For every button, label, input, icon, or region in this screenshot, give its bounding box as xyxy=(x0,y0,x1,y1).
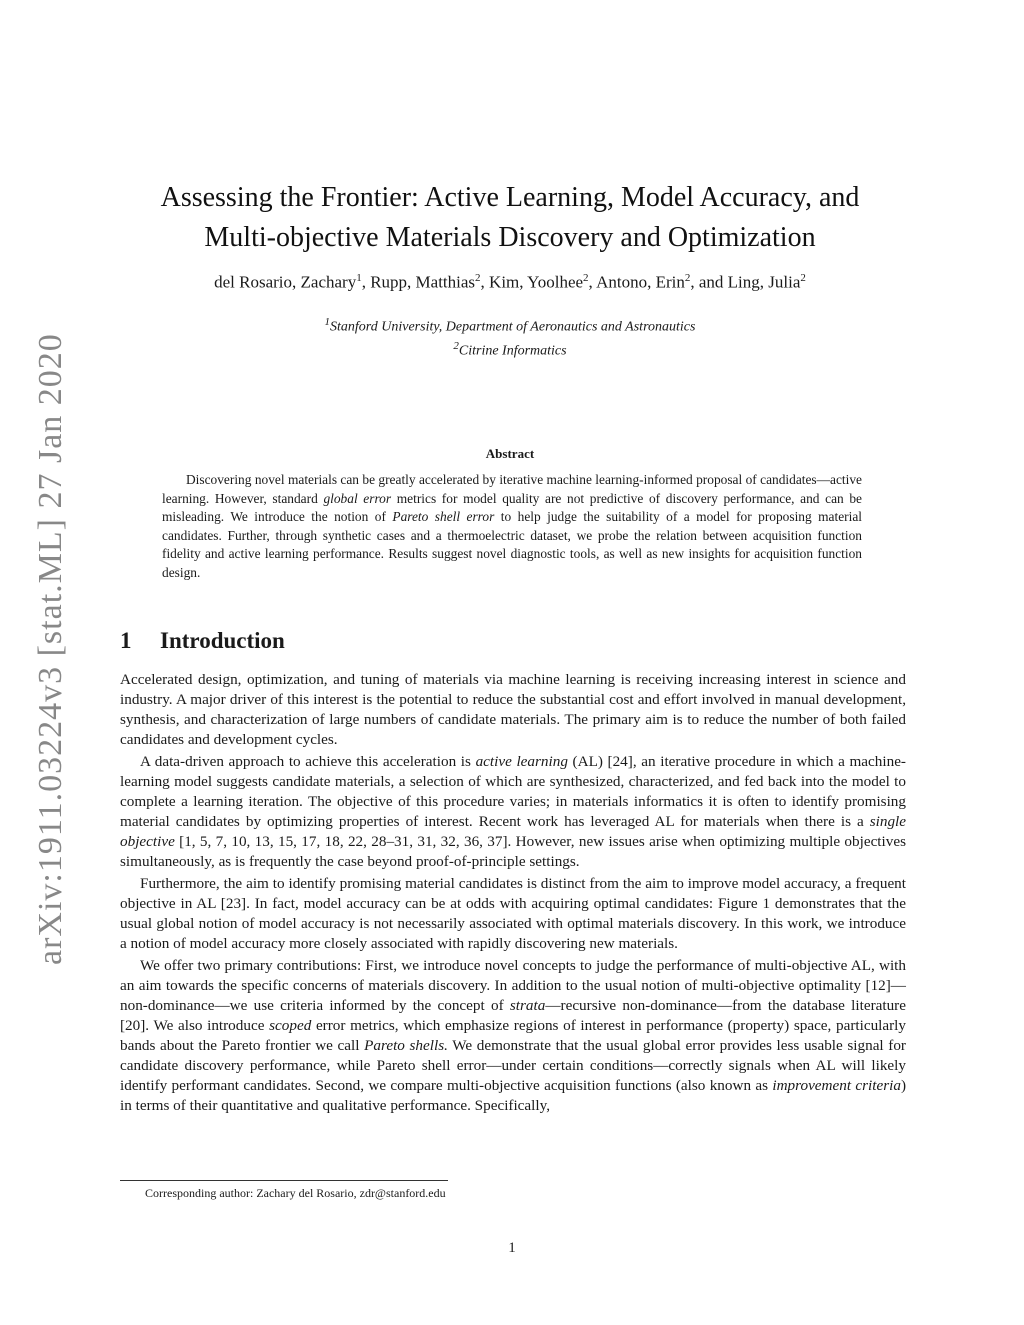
paragraph-text: —recursive non-dominance—from the database literature [20]. We also introduce xyxy=(120,997,906,1034)
abstract-heading: Abstract xyxy=(485,446,535,461)
affiliations xyxy=(110,313,910,360)
paragraph xyxy=(120,956,906,1116)
paragraph-text: A data-driven approach to achieve this acceleration is xyxy=(140,753,476,770)
paragraph-emphasis: scoped xyxy=(269,1017,312,1034)
author-separator: , xyxy=(480,272,490,292)
affiliation-mark: 1 xyxy=(324,316,331,328)
paragraph-text: We offer two primary contributions: First, we introduce novel concepts to judge the performance of multi-objective AL, with an aim towards the specific concerns of materials discovery. In addition to the usual notion of multi-objective optimality [12]—non-dominance—we use criteria informed by the concept of xyxy=(120,957,906,1014)
page-number: 1 xyxy=(508,1240,516,1256)
paragraph: Accelerated design, optimization, and tuning of materials via machine learning is receiving increasing interest in science and industry. A major driver of this interest is the potential to reduce the substantial cost and effort involved in manual development, synthesis, and characterization of large numbers of candidate materials. The primary aim is to reduce the number of both failed candidates and development cycles. xyxy=(120,671,906,748)
abstract-text: Discovering novel materials can be greatly accelerated by iterative machine learning-informed proposal of candidates—active learning. However, standard xyxy=(162,472,862,506)
paragraph-emphasis: active learning xyxy=(475,753,568,770)
author-name: Kim, Yoolhee xyxy=(489,272,584,292)
author-affiliation-mark: 2 xyxy=(583,272,589,284)
footnote: Corresponding author: Zachary del Rosario, zdr@stanford.edu xyxy=(145,1186,446,1200)
arxiv-id-text: arXiv:1911.03224v3 [stat.ML] 27 Jan 2020 xyxy=(32,333,69,965)
affiliation-mark: 2 xyxy=(453,339,459,352)
abstract-body xyxy=(162,471,862,583)
abstract-emphasis: global error xyxy=(323,490,392,506)
paragraph xyxy=(120,752,906,872)
section-body xyxy=(120,670,906,1118)
affiliation-1 xyxy=(110,313,910,337)
author-name: Antono, Erin xyxy=(596,272,685,292)
paragraph-text: [1, 5, 7, 10, 13, 15, 17, 18, 22, 28–31, 31, 32, 36, 37]. However, new issues arise when optimizing multiple objectives simultaneously, as is frequently the case beyond proof-of-principle settings. xyxy=(120,833,906,870)
paragraph-text: ) in terms of their quantitative and qualitative performance. Specifically, xyxy=(120,1077,907,1114)
affiliation-text: Stanford University, Department of Aeronautics and Astronautics xyxy=(330,319,696,335)
section-title: Introduction xyxy=(160,628,285,653)
paragraph-text: (AL) [24], an iterative procedure in which a machine-learning model suggests candidate materials, a selection of which are synthesized, characterized, and fed back into the model to complete a learning iteration. The objective of this procedure varies; in materials informatics it is often to identify promising material candidates by optimizing properties of interest. Recent work has leveraged AL for materials when there is a xyxy=(120,753,906,830)
author-separator: , xyxy=(361,272,371,292)
paragraph-emphasis: Pareto shells. xyxy=(364,1037,448,1054)
section-heading xyxy=(120,628,285,654)
abstract-emphasis: Pareto shell error xyxy=(392,509,495,525)
author-affiliation-mark: 2 xyxy=(800,272,806,284)
paragraph-emphasis: single objective xyxy=(120,813,906,850)
title-line-1: Assessing the Frontier: Active Learning, Model Accuracy, and xyxy=(160,182,860,213)
section-number: 1 xyxy=(120,628,132,653)
author-separator: , and xyxy=(690,272,728,292)
author-name: del Rosario, Zachary xyxy=(214,272,357,292)
author-affiliation-mark: 2 xyxy=(475,272,481,284)
author-affiliation-mark: 1 xyxy=(356,272,362,284)
author-name: Rupp, Matthias xyxy=(370,272,476,292)
affiliation-2 xyxy=(110,337,910,361)
paragraph: Furthermore, the aim to identify promising material candidates is distinct from the aim to improve model accuracy, a frequent objective in AL [23]. In fact, model accuracy can be at odds with acquiring optimal candidates: Figure 1 demonstrates that the usual global notion of model accuracy is not necessarily associated with optimal materials discovery. In this work, we introduce a notion of model accuracy more closely associated with rapidly discovering new materials. xyxy=(120,875,906,952)
affiliation-text: Citrine Informatics xyxy=(458,343,567,359)
paragraph-text: error metrics, which emphasize regions of interest in performance (property) space, particularly bands about the Pareto frontier we call xyxy=(120,1017,906,1054)
author-affiliation-mark: 2 xyxy=(684,272,691,284)
abstract-text: to help judge the suitability of a model for proposing material candidates. Further, through synthetic cases and a thermoelectric dataset, we probe the relation between acquisition function fidelity and active learning performance. Results suggest novel diagnostic tools, as well as new insights for acquisition function design. xyxy=(162,509,863,580)
paragraph-text: We demonstrate that the usual global error provides less usable signal for candidate discovery performance, while Pareto shell error—under certain conditions—correctly signals when AL will likely identify performant candidates. Second, we compare multi-objective acquisition functions (also known as xyxy=(120,1037,906,1094)
footnote-rule xyxy=(120,1180,448,1181)
author-name: Ling, Julia xyxy=(727,272,801,292)
title-line-2: Multi-objective Materials Discovery and Optimization xyxy=(204,222,816,253)
paragraph-emphasis: improvement criteria xyxy=(772,1077,901,1094)
abstract-text: metrics for model quality are not predictive of discovery performance, and can be misleading. We introduce the notion of xyxy=(162,490,862,525)
author-list xyxy=(110,272,910,293)
author-separator: , xyxy=(588,272,597,292)
paragraph-emphasis: strata xyxy=(509,997,546,1014)
paper-title xyxy=(110,178,910,258)
